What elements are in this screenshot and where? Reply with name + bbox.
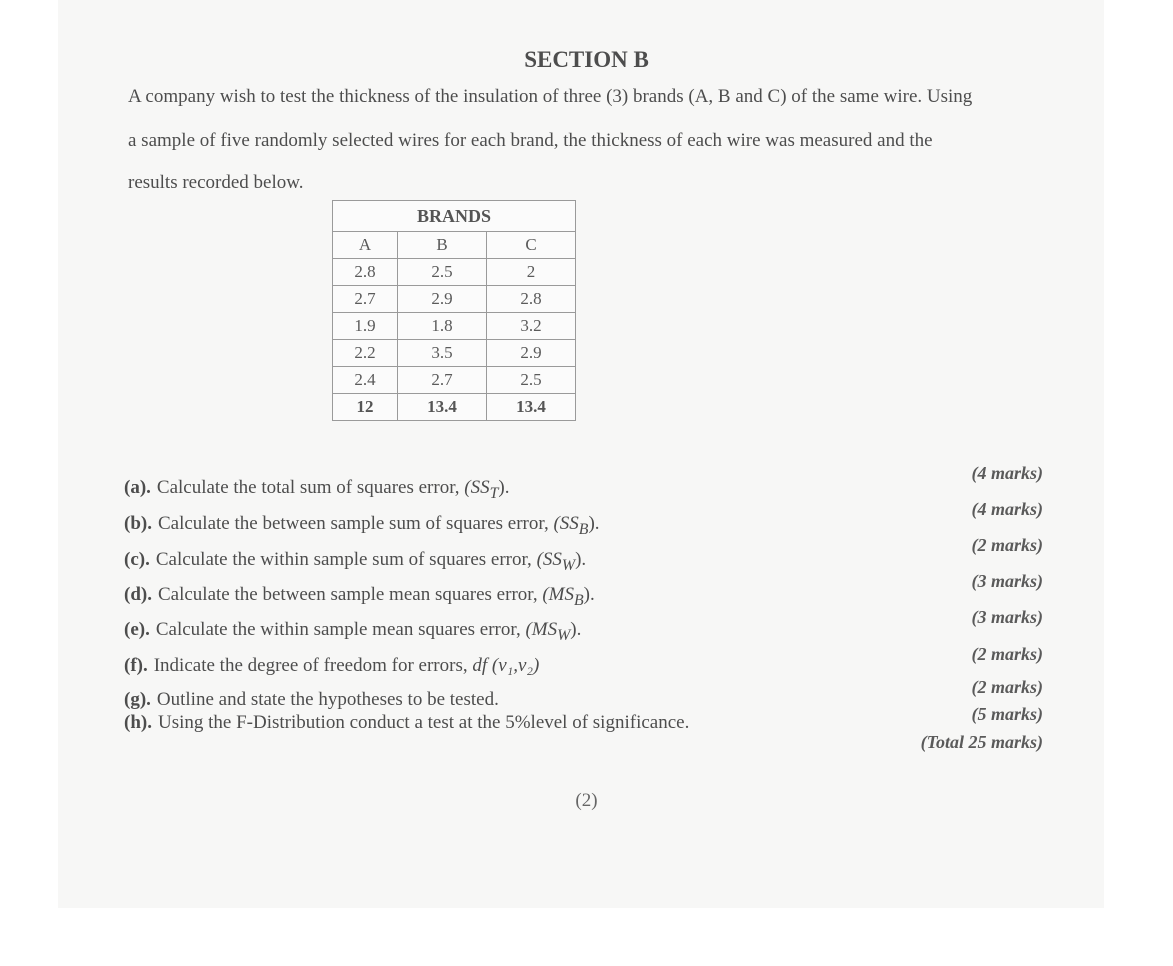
math-symbol: (MS [542,584,574,605]
cell: 2.9 [487,340,576,367]
math-symbol: df (v₁,v₂) [472,655,540,676]
question-label: (b). [124,513,152,534]
question-text: Calculate the within sample mean squares error, [155,619,526,640]
question-text: Calculate the between sample sum of squares error, [157,513,554,534]
question-label: (h). [124,712,152,733]
question-text: Calculate the total sum of squares error, [156,477,465,498]
marks-c: (2 marks) [971,535,1043,555]
brands-table [332,200,576,421]
question-text: Indicate the degree of freedom for errors, [153,655,473,676]
table-header-row [333,232,576,259]
marks-g: (2 marks) [971,677,1043,697]
table-row [333,340,576,367]
cell: 2.4 [333,367,398,394]
cell: 2.2 [333,340,398,367]
math-subscript: B [578,520,589,538]
marks-d: (3 marks) [971,571,1043,591]
math-close: ). [570,619,582,640]
question-label: (e). [124,619,150,640]
total-b: 13.4 [398,394,487,421]
math-symbol: (SS [464,477,490,498]
section-title: SECTION B [524,47,649,72]
question-a [124,477,509,503]
marks-h: (5 marks) [971,704,1043,724]
math-symbol: (SS [553,513,579,534]
cell: 3.5 [398,340,487,367]
question-e [124,619,581,645]
cell: 2.7 [333,286,398,313]
math-close: ). [588,513,600,534]
table-row [333,313,576,340]
math-close: ). [575,549,587,570]
total-c: 13.4 [487,394,576,421]
math-subscript: B [574,591,584,609]
math-subscript: W [561,556,576,574]
question-text: Using the F-Distribution conduct a test at the 5%level of significance. [157,712,690,733]
header-b: B [398,232,487,259]
question-label: (d). [124,584,152,605]
header-a: A [333,232,398,259]
total-marks: (Total 25 marks) [920,732,1043,752]
cell: 2.5 [398,259,487,286]
question-text: Calculate the within sample sum of squares error, [155,549,537,570]
cell: 2.8 [333,259,398,286]
question-label: (c). [124,549,150,570]
marks-a: (4 marks) [971,463,1043,483]
question-h [124,712,689,734]
table-caption: BRANDS [333,201,576,232]
question-c [124,549,586,575]
total-a: 12 [333,394,398,421]
math-close: ). [583,584,595,605]
question-g [124,689,499,711]
intro-line-3: results recorded below. [128,172,304,193]
cell: 2.9 [398,286,487,313]
intro-line-1: A company wish to test the thickness of the insulation of three (3) brands (A, B and C) of the same wire. Using [128,86,973,107]
intro-line-2: a sample of five randomly selected wires for each brand, the thickness of each wire was measured and the [128,130,933,151]
question-text: Outline and state the hypotheses to be tested. [156,689,499,710]
question-b [124,513,600,539]
cell: 2 [487,259,576,286]
table-row [333,259,576,286]
table-row [333,286,576,313]
cell: 1.8 [398,313,487,340]
question-label: (f). [124,655,148,676]
cell: 3.2 [487,313,576,340]
question-label: (g). [124,689,151,710]
marks-e: (3 marks) [971,607,1043,627]
marks-b: (4 marks) [971,499,1043,519]
cell: 2.8 [487,286,576,313]
math-subscript: W [557,626,571,644]
question-label: (a). [124,477,151,498]
math-symbol: (SS [536,549,562,570]
math-subscript: T [489,484,499,502]
table-totals-row [333,394,576,421]
math-symbol: (MS [525,619,558,640]
cell: 1.9 [333,313,398,340]
marks-f: (2 marks) [971,644,1043,664]
question-f [124,655,539,677]
math-close: ). [498,477,510,498]
header-c: C [487,232,576,259]
cell: 2.5 [487,367,576,394]
page-number: (2) [575,790,598,811]
question-d [124,584,595,610]
cell: 2.7 [398,367,487,394]
table-row [333,367,576,394]
question-text: Calculate the between sample mean squares error, [157,584,543,605]
